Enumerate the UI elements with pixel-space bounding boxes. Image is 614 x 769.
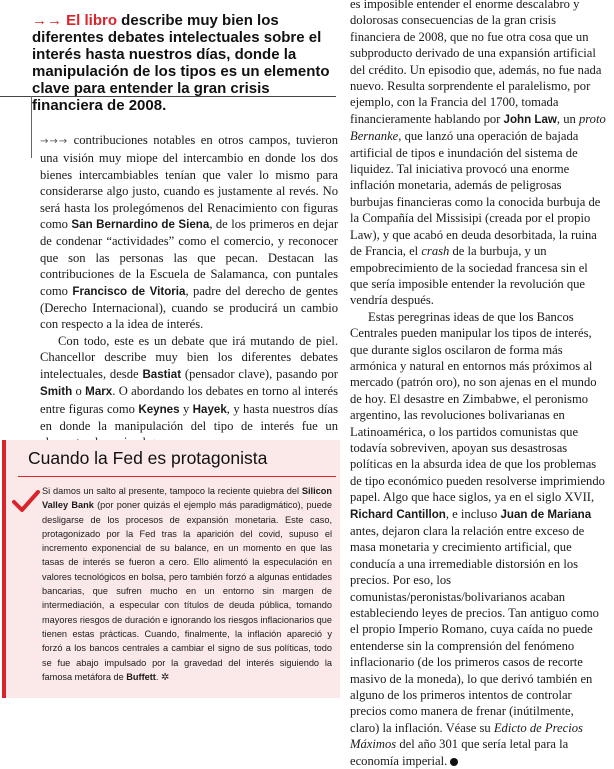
sidebar-title: Cuando la Fed es protagonista [28, 448, 268, 468]
paragraph: →→→ contribuciones notables en otros campos, tuvieron una visión muy miope del intercambio en donde los dos bienes intercambiables tenían que valer lo mismo para considerarse algo justo, cuando es justamente al revés. No será hasta los prolegómenos del Renacimiento con figuras como San Bernardino de Siena, de los primeros en dejar de condenar “actividades” como el comercio, y reconocer que son las personas las que pecan. Destacan las contribuciones de la Escuela de Salamanca, con puntales como Francisco de Vitoria, padre del derecho de gentes (Derecho Internacional), cuando se producirá un cambio con respecto a la idea de interés. [40, 133, 339, 332]
paragraph: Estas peregrinas ideas de que los Bancos Centrales pueden manipular los tipos de interés, que durante siglos oscilaron de forma más armónica y natural en entornos más próximos al mercado (patrón oro), no son ajenas en el mundo de hoy. El desastre en Zimbabwe, el peronismo argentino, las revoluciones bolivarianas en Latinoamérica, o los partidos comunistas que todavía sobreviven, apoyan sus desastrosas políticas en la absurda idea de que los problemas de tipo económico pueden resolverse imprimiendo papel. Algo que hace siglos, ya en el siglo XVII, Richard Cantillon, e incluso Juan de Mariana antes, dejaron clara la relación entre exceso de masa monetaria y crecimiento artificial, que conducía a una irremediable distorsión en los precios. Por eso, los comunistas/peronistas/bolivarianos acaban estableciendo leyes de precios. Tan antiguo como el propio Imperio Romano, cuya caída no puede entenderse sin la comprensión del fenómeno inflacionario (de los primeros casos de recorte masivo de la moneda), lo que derivó también en alguno de los primeros intentos de controlar precios como manera de frenar (inútilmente, claro) la inflación. Véase su Edicto de Precios Máximos del año 301 que sería letal para la economía imperial. [350, 309, 605, 768]
person-name: John Law [503, 113, 557, 126]
italic-term: crash [421, 244, 450, 259]
left-body-text [40, 132, 338, 451]
person-name: Francisco de Vitoria [72, 285, 186, 298]
italic-term: Edicto de Precios Máximos [350, 720, 583, 752]
person-name: Bastiat [142, 368, 182, 381]
right-body-text [350, 0, 606, 769]
paragraph: Con todo, este es un debate que irá mutando de piel. Chancellor describe muy bien los diferentes debates intelectuales, desde Bastiat (pensador clave), pasando por Smith o Marx. O abordando los debates en torno al interés entre figuras como Keynes y Hayek, y hasta nuestros días en donde la manipulación del tipo de interés fue un [40, 333, 338, 433]
lead-box [0, 0, 336, 114]
person-name: San Bernardino de Siena [71, 219, 210, 232]
paragraph: es imposible entender el enorme descalabro y dolorosas consecuencias de la gran crisis financiera de 2008, que no fue otra cosa que un subproducto derivado de una expansión artificial del crédito. Un episodio que, además, no fue nada nuevo. Resulta sorprendente el paralelismo, por ejemplo, con la Francia del 1700, tomada financieramente hablando por John Law, un proto Bernanke, que lanzó una operación de bajada artificial de tipos e inundación del sistema de liquidez. Tal iniciativa provocó una enorme inflación monetaria, además de peligrosas burbujas financieras como la conocida burbuja de la Compañía del Missisipi (creada por el propio Law), y que acabó en deuda desorbitada, la ruina de Francia, el crash de la burbuja, y un empobrecimiento de la sociedad francesa sin el que sería imposible entender la revolución que vendría después. [350, 0, 606, 308]
end-star-icon: ✲ [161, 671, 170, 683]
person-name: Juan de Mariana [500, 508, 592, 521]
italic-term: proto Bernanke [350, 111, 606, 144]
sidebar-box [2, 440, 340, 698]
person-name: Keynes [138, 403, 180, 416]
lead-highlight: El libro [66, 12, 118, 29]
lead-arrow-icon: →→ [32, 12, 62, 29]
sidebar-text: Si damos un salto al presente, tampoco la reciente quiebra del Silicon Valley Bank (por poner quizás el ejemplo más paradigmático), puede desligarse de los procesos de expansión monetaria. Este caso, protagonizado por la Fed tras la aparición del covid, supuso el incremento exponencial de su balance, en un momento en que las tasas de interés se fueron a cero. Ello alimentó la especulación en valores tecnológicos en bolsa, pero también forzó a algunas entidades bancarias, que sufren mucho en un entorno sin margen de intermediación, a especular con títulos de deuda pública, tomando mayores riesgos de duración e ignorando los riesgos inflacionarios que tienen estas prácticas. Cuando, finalmente, la inflación apareció y forzó a los bancos centrales a cambiar el signo de sus políticas, todo se fue abajo impulsado por la gravedad del interés siguiendo la famosa metáfora de Buffett. ✲ [42, 486, 332, 683]
person-name: Marx [85, 386, 113, 399]
sidebar-divider [18, 476, 336, 477]
end-mark-icon [450, 758, 458, 766]
lead-divider [31, 96, 32, 158]
right-column [350, 0, 606, 768]
lead-paragraph [32, 12, 330, 114]
company-name: Silicon Valley Bank [42, 486, 332, 511]
sidebar-accent-bar [2, 440, 6, 698]
checkmark-icon [12, 490, 40, 514]
person-name: Smith [40, 386, 73, 399]
person-name: Richard Cantillon [350, 508, 446, 521]
person-name: Hayek [192, 403, 227, 416]
continuation-arrow-icon: →→→ [40, 136, 69, 147]
lead-text: describe muy bien los diferentes debates intelectuales sobre el interés hasta nuestros días, donde la manipulación de los tipos es un elemento clave para entender la gran crisis financiera de 2008. [32, 12, 330, 114]
person-name: Buffett [126, 671, 156, 682]
